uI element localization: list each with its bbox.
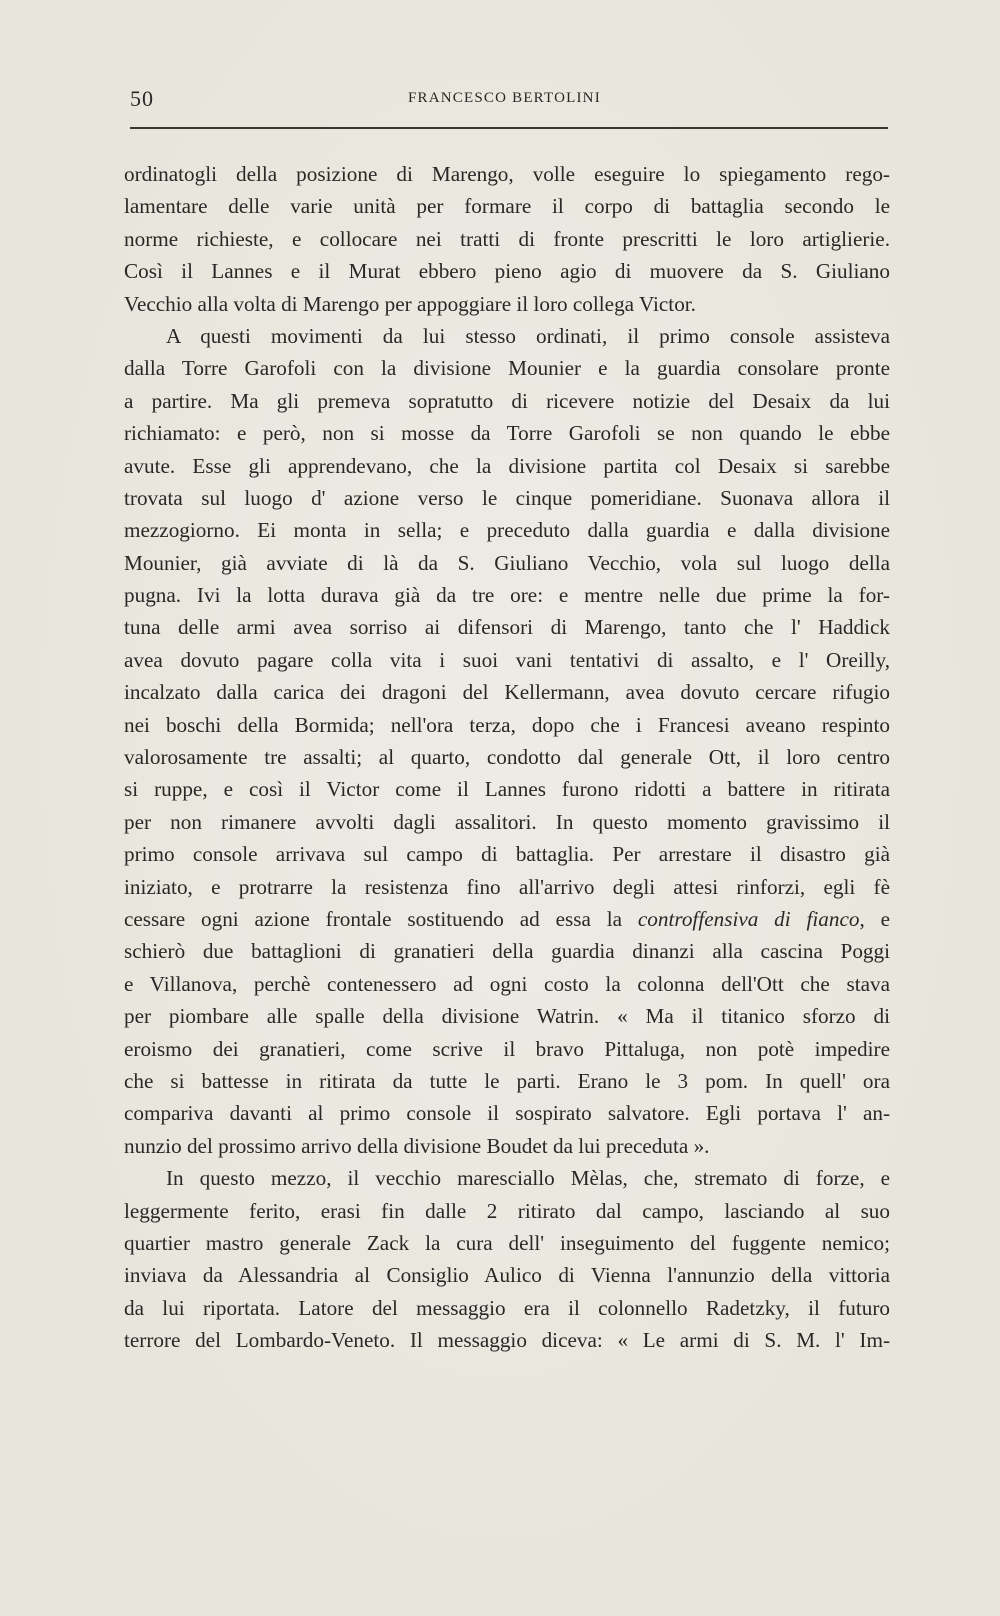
text-line: schierò due battaglioni di granatieri della guardia dinanzi alla cascina Poggi xyxy=(124,939,890,964)
text-line: avute. Esse gli apprendevano, che la divisione partita col Desaix si sarebbe xyxy=(124,453,890,478)
text-line: nei boschi della Bormida; nell'ora terza, dopo che i Francesi aveano respinto xyxy=(124,712,890,737)
text-line: eroismo dei granatieri, come scrive il bravo Pittaluga, non potè impedire xyxy=(124,1036,890,1061)
body-text xyxy=(124,158,890,1356)
text-line: incalzato dalla carica dei dragoni del Kellermann, avea dovuto cercare rifugio xyxy=(124,680,890,705)
text-line: inviava da Alessandria al Consiglio Aulico di Vienna l'annunzio della vittoria xyxy=(124,1263,890,1288)
text-line: richiamato: e però, non si mosse da Torre Garofoli se non quando le ebbe xyxy=(124,421,890,446)
text-line: si ruppe, e così il Victor come il Lannes furono ridotti a battere in ritirata xyxy=(124,777,890,802)
text-segment: , e xyxy=(859,906,891,931)
text-line: ordinatogli della posizione di Marengo, volle eseguire lo spiegamento rego- xyxy=(124,162,890,186)
page-number: 50 xyxy=(130,86,154,111)
text-line: e Villanova, perchè contenessero ad ogni costo la colonna dell'Ott che stava xyxy=(124,971,890,996)
text-line: iniziato, e protrarre la resistenza fino all'arrivo degli attesi rinforzi, egli fè xyxy=(124,874,890,899)
text-segment: cessare ogni azione frontale sostituendo ad essa la xyxy=(124,906,623,931)
text-line: mezzogiorno. Ei monta in sella; e preceduto dalla guardia e dalla divisione xyxy=(124,518,890,543)
text-line: tuna delle armi avea sorriso ai difensori di Marengo, tanto che l' Haddick xyxy=(124,615,890,640)
text-line: nunzio del prossimo arrivo della divisione Boudet da lui preceduta ». xyxy=(124,1133,710,1158)
text-line: compariva davanti al primo console il sospirato salvatore. Egli portava l' an- xyxy=(124,1101,890,1126)
text-line: leggermente ferito, erasi fin dalle 2 ritirato dal campo, lasciando al suo xyxy=(124,1198,890,1223)
text-line: valorosamente tre assalti; al quarto, condotto dal generale Ott, il loro centro xyxy=(124,745,890,770)
text-line: trovata sul luogo d' azione verso le cinque pomeridiane. Suonava allora il xyxy=(124,485,890,510)
text-line: Così il Lannes e il Murat ebbero pieno agio di muovere da S. Giuliano xyxy=(124,259,890,284)
text-line: pugna. Ivi la lotta durava già da tre ore: e mentre nelle due prime la for- xyxy=(124,583,890,608)
text-line: per piombare alle spalle della divisione Watrin. « Ma il titanico sforzo di xyxy=(124,1004,890,1029)
italic-term: controffensiva di fianco xyxy=(637,906,860,931)
text-line: dalla Torre Garofoli con la divisione Mounier e la guardia consolare pronte xyxy=(124,356,890,381)
text-line: a partire. Ma gli premeva sopratutto di ricevere notizie del Desaix da lui xyxy=(124,388,890,413)
text-line: A questi movimenti da lui stesso ordinati, il primo console assisteva xyxy=(166,323,890,348)
text-line: primo console arrivava sul campo di battaglia. Per arrestare il disastro già xyxy=(124,842,890,867)
text-line: da lui riportata. Latore del messaggio era il colonnello Radetzky, il futuro xyxy=(124,1295,890,1320)
text-line: norme richieste, e collocare nei tratti di fronte prescritti le loro artiglierie. xyxy=(124,226,890,251)
text-line: per non rimanere avvolti dagli assalitori. In questo momento gravissimo il xyxy=(124,809,890,834)
header-rule xyxy=(130,127,888,129)
running-head xyxy=(130,86,888,116)
text-line: terrore del Lombardo-Veneto. Il messaggio diceva: « Le armi di S. M. l' Im- xyxy=(124,1328,890,1353)
text-line: In questo mezzo, il vecchio maresciallo Mèlas, che, stremato di forze, e xyxy=(166,1166,890,1191)
text-line-with-italic xyxy=(124,903,890,935)
running-title: FRANCESCO BERTOLINI xyxy=(408,90,601,106)
text-line: quartier mastro generale Zack la cura dell' inseguimento del fuggente nemico; xyxy=(124,1230,890,1255)
text-line: che si battesse in ritirata da tutte le parti. Erano le 3 pom. In quell' ora xyxy=(124,1068,890,1093)
text-line: Mounier, già avviate di là da S. Giuliano Vecchio, vola sul luogo della xyxy=(124,550,890,575)
text-line: lamentare delle varie unità per formare il corpo di battaglia secondo le xyxy=(124,194,890,219)
text-line: avea dovuto pagare colla vita i suoi vani tentativi di assalto, e l' Oreilly, xyxy=(124,647,890,672)
text-line: Vecchio alla volta di Marengo per appoggiare il loro collega Victor. xyxy=(124,291,696,316)
